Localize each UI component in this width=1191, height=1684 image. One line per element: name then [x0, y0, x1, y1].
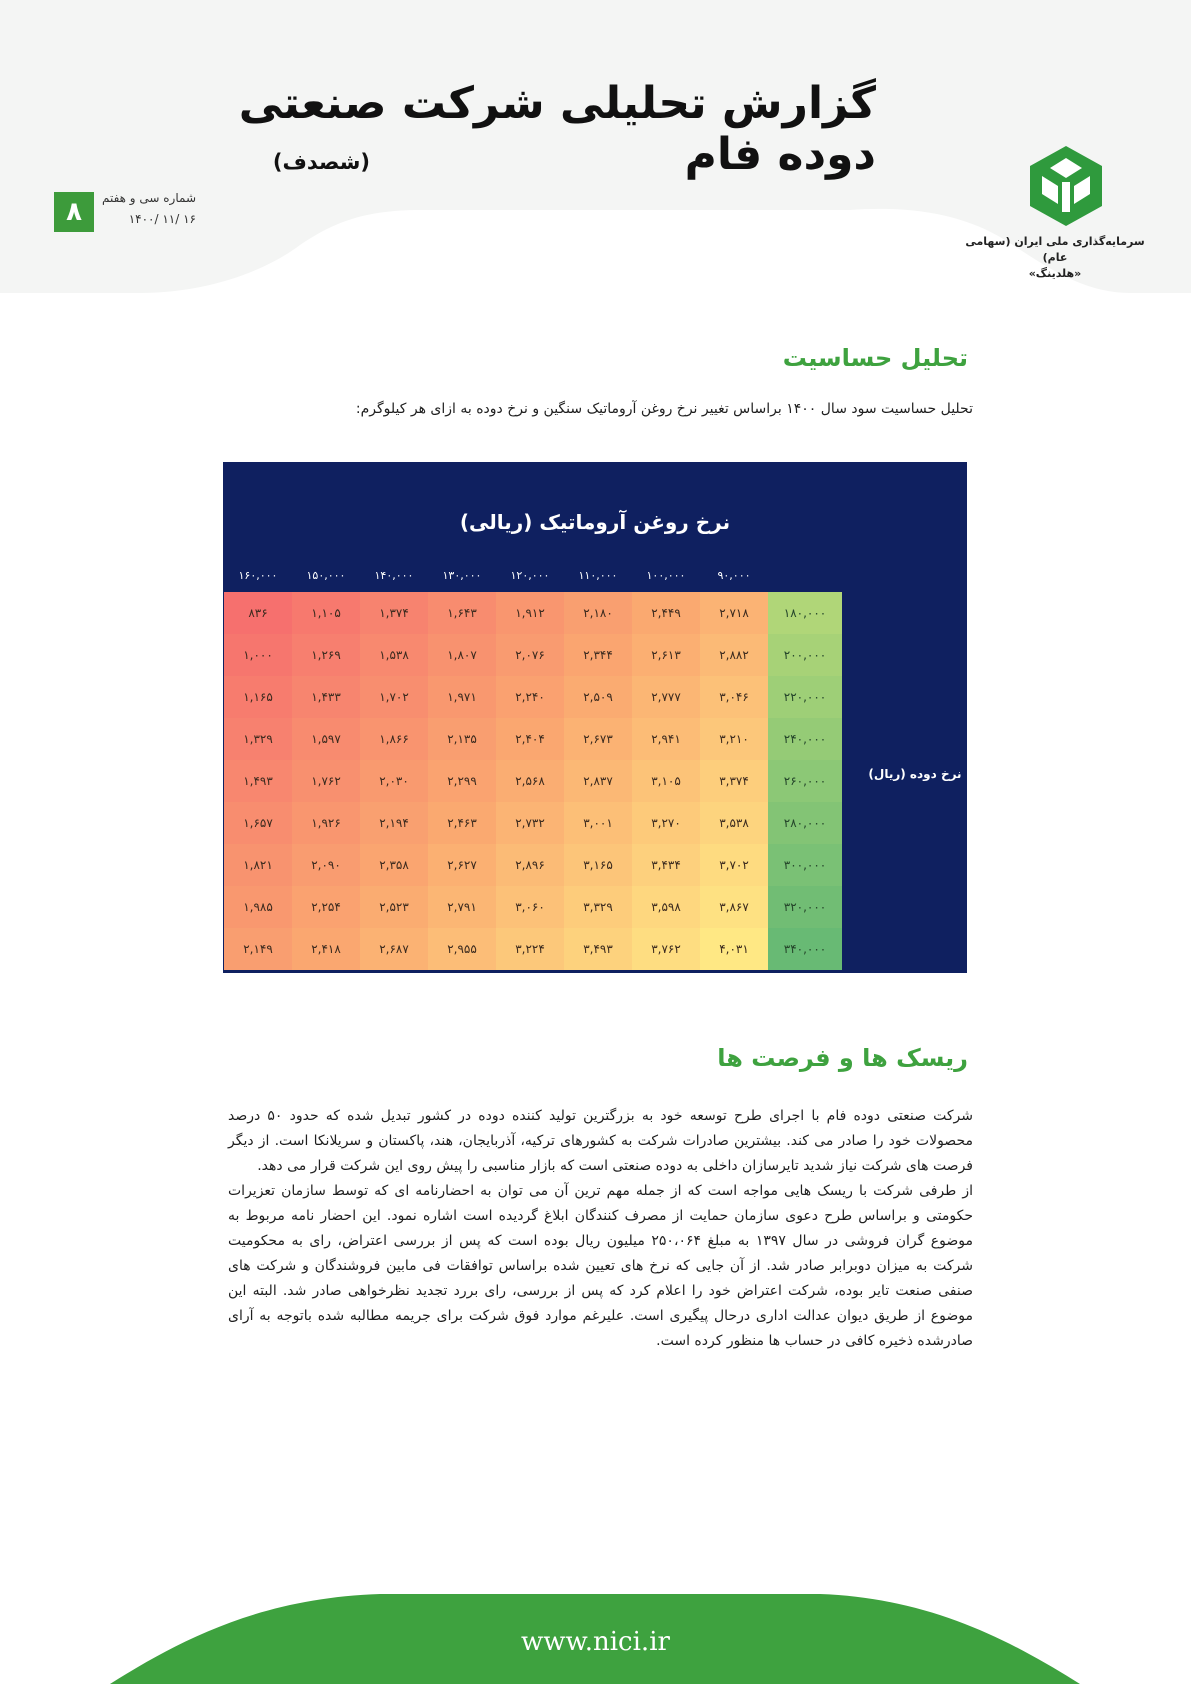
table-cell: ۲,۸۹۶ — [496, 844, 564, 886]
table-cell: ۲,۵۰۹ — [564, 676, 632, 718]
row-header: ۲۶۰,۰۰۰ — [768, 760, 842, 802]
table-cell: ۲,۷۷۷ — [632, 676, 700, 718]
column-header: ۱۲۰,۰۰۰ — [510, 569, 550, 582]
table-cell: ۲,۱۹۴ — [360, 802, 428, 844]
table-cell: ۳,۲۲۴ — [496, 928, 564, 970]
issue-date: ۱۴۰۰/ ۱۱/ ۱۶ — [128, 212, 196, 226]
table-cell: ۳,۰۴۶ — [700, 676, 768, 718]
column-header: ۱۰۰,۰۰۰ — [646, 569, 686, 582]
table-cell: ۱,۸۲۱ — [224, 844, 292, 886]
row-header: ۲۴۰,۰۰۰ — [768, 718, 842, 760]
table-cell: ۱,۹۷۱ — [428, 676, 496, 718]
table-title: نرخ روغن آروماتیک (ریالی) — [459, 510, 731, 534]
table-cell: ۲,۷۹۱ — [428, 886, 496, 928]
table-cell: ۱,۵۳۸ — [360, 634, 428, 676]
table-cell: ۱,۰۰۰ — [224, 634, 292, 676]
table-cell: ۲,۲۵۴ — [292, 886, 360, 928]
table-cell: ۲,۴۶۳ — [428, 802, 496, 844]
table-cell: ۲,۳۴۴ — [564, 634, 632, 676]
footer-website[interactable]: www.nici.ir — [521, 1627, 670, 1657]
risks-body — [228, 1104, 973, 1354]
table-cell: ۳,۵۹۸ — [632, 886, 700, 928]
table-cell: ۳,۴۳۴ — [632, 844, 700, 886]
table-cell: ۳,۲۷۰ — [632, 802, 700, 844]
table-cell: ۱,۹۱۲ — [496, 592, 564, 634]
table-cell: ۲,۸۳۷ — [564, 760, 632, 802]
sensitivity-intro: تحلیل حساسیت سود سال ۱۴۰۰ براساس تغییر نرخ روغن آروماتیک سنگین و نرخ دوده به ازای هر کیلوگرم: — [355, 401, 973, 417]
table-cell: ۳,۱۶۵ — [564, 844, 632, 886]
table-cell: ۳,۳۷۴ — [700, 760, 768, 802]
table-cell: ۲,۲۹۹ — [428, 760, 496, 802]
table-cell: ۱,۸۶۶ — [360, 718, 428, 760]
sensitivity-table — [223, 462, 967, 973]
organization-name — [960, 234, 1150, 282]
row-header: ۱۸۰,۰۰۰ — [768, 592, 842, 634]
table-cell: ۱,۹۸۵ — [224, 886, 292, 928]
table-cell: ۲,۹۴۱ — [632, 718, 700, 760]
table-cell: ۲,۲۴۰ — [496, 676, 564, 718]
sensitivity-section-title: تحلیل حساسیت — [782, 344, 968, 372]
row-header: ۲۰۰,۰۰۰ — [768, 634, 842, 676]
table-cell: ۲,۷۳۲ — [496, 802, 564, 844]
nici-logo-icon — [1028, 146, 1104, 226]
table-cell: ۲,۴۰۴ — [496, 718, 564, 760]
report-subtitle: (شصدف) — [272, 150, 370, 174]
report-title: گزارش تحلیلی شرکت صنعتی دوده فام — [238, 78, 876, 180]
table-cell: ۲,۱۴۹ — [224, 928, 292, 970]
table-cell: ۱,۱۶۵ — [224, 676, 292, 718]
table-cell: ۱,۶۵۷ — [224, 802, 292, 844]
row-header: ۳۲۰,۰۰۰ — [768, 886, 842, 928]
column-header: ۱۶۰,۰۰۰ — [238, 569, 278, 582]
column-header: ۱۵۰,۰۰۰ — [306, 569, 346, 582]
table-cell: ۲,۶۱۳ — [632, 634, 700, 676]
row-header: ۲۲۰,۰۰۰ — [768, 676, 842, 718]
table-cell: ۲,۰۹۰ — [292, 844, 360, 886]
table-cell: ۲,۵۲۳ — [360, 886, 428, 928]
risks-section-title: ریسک ها و فرصت ها — [717, 1044, 968, 1072]
issue-label: شماره سی و هفتم — [101, 191, 196, 205]
table-cell: ۱,۷۶۲ — [292, 760, 360, 802]
organization-name-line2: «هلدینگ» — [1028, 267, 1082, 280]
table-cell: ۸۳۶ — [224, 592, 292, 634]
table-cell: ۲,۶۲۷ — [428, 844, 496, 886]
table-cell: ۲,۴۱۸ — [292, 928, 360, 970]
table-cell: ۱,۷۰۲ — [360, 676, 428, 718]
table-cell: ۲,۵۶۸ — [496, 760, 564, 802]
table-cell: ۲,۹۵۵ — [428, 928, 496, 970]
row-axis-label: نرخ دوده (ریال) — [868, 767, 962, 781]
risks-paragraph-1: شرکت صنعتی دوده فام با اجرای طرح توسعه خود به بزرگترین تولید کننده دوده در کشور تبدیل شده که حدود ۵۰ درصد محصولات خود را صادر می کند. بیشترین صادرات شرکت به کشورهای ترکیه، آذربایجان، هند، پاکستان و سریلانکا است. از دیگر فرصت های شرکت نیاز شدید تایرسازان داخلی به دوده صنعتی است که بازار مناسبی را پیش روی این شرکت قرار می دهد. — [228, 1108, 973, 1174]
table-cell: ۲,۷۱۸ — [700, 592, 768, 634]
table-cell: ۳,۵۳۸ — [700, 802, 768, 844]
table-cell: ۱,۴۹۳ — [224, 760, 292, 802]
table-cell: ۳,۸۶۷ — [700, 886, 768, 928]
table-cell: ۲,۴۴۹ — [632, 592, 700, 634]
column-header: ۱۴۰,۰۰۰ — [374, 569, 414, 582]
table-cell: ۱,۴۳۳ — [292, 676, 360, 718]
column-header: ۹۰,۰۰۰ — [717, 569, 751, 582]
row-header: ۳۰۰,۰۰۰ — [768, 844, 842, 886]
table-cell: ۱,۹۲۶ — [292, 802, 360, 844]
table-cell: ۳,۰۰۱ — [564, 802, 632, 844]
table-cell: ۱,۱۰۵ — [292, 592, 360, 634]
table-cell: ۲,۶۸۷ — [360, 928, 428, 970]
table-cell: ۲,۳۵۸ — [360, 844, 428, 886]
row-header: ۲۸۰,۰۰۰ — [768, 802, 842, 844]
row-header: ۳۴۰,۰۰۰ — [768, 928, 842, 970]
issue-number-badge: ۸ — [54, 192, 94, 232]
table-cell: ۳,۲۱۰ — [700, 718, 768, 760]
table-cell: ۲,۱۸۰ — [564, 592, 632, 634]
column-header: ۱۳۰,۰۰۰ — [442, 569, 482, 582]
table-cell: ۱,۲۶۹ — [292, 634, 360, 676]
table-cell: ۲,۰۷۶ — [496, 634, 564, 676]
table-cell: ۳,۴۹۳ — [564, 928, 632, 970]
table-cell: ۱,۵۹۷ — [292, 718, 360, 760]
column-header: ۱۱۰,۰۰۰ — [578, 569, 618, 582]
table-cell: ۳,۳۲۹ — [564, 886, 632, 928]
table-cell: ۲,۸۸۲ — [700, 634, 768, 676]
table-cell: ۳,۷۶۲ — [632, 928, 700, 970]
table-cell: ۲,۰۳۰ — [360, 760, 428, 802]
table-cell: ۲,۱۳۵ — [428, 718, 496, 760]
table-cell: ۳,۱۰۵ — [632, 760, 700, 802]
table-cell: ۳,۰۶۰ — [496, 886, 564, 928]
table-cell: ۱,۳۲۹ — [224, 718, 292, 760]
organization-name-line1: سرمایه‌گذاری ملی ایران (سهامی عام) — [965, 235, 1145, 264]
table-cell: ۳,۷۰۲ — [700, 844, 768, 886]
table-cell: ۱,۳۷۴ — [360, 592, 428, 634]
table-cell: ۱,۸۰۷ — [428, 634, 496, 676]
table-cell: ۴,۰۳۱ — [700, 928, 768, 970]
risks-paragraph-2: از طرفی شرکت با ریسک هایی مواجه است که از جمله مهم ترین آن می توان به احضارنامه ای که توسط سازمان تعزیرات حکومتی و براساس طرح دعوی سازمان حمایت از مصرف کنندگان ابلاغ گردیده است اشاره نمود. این احضار نامه مربوط به موضوع گران فروشی در سال ۱۳۹۷ به مبلغ ۲۵۰،۰۶۴ میلیون ریال بوده است که پس از بررسی اعتراض، رای به محکومیت شرکت به میزان دوبرابر صادر شد. از آن جایی که نرخ های تعیین شده براساس توافقات فی مابین فروشندگان و شرکت های صنفی صنعت تایر بوده، شرکت اعتراض خود را اعلام کرد که پس از بررسی، رای بررد تجدید نظرخواهی صادر شد. البته این موضوع از طریق دیوان عدالت اداری درحال پیگیری است. علیرغم موارد فوق شرکت برای جریمه مطالبه شده باتوجه به آرای صادرشده ذخیره کافی در حساب ها منظور کرده است. — [228, 1183, 974, 1349]
table-cell: ۱,۶۴۳ — [428, 592, 496, 634]
table-cell: ۲,۶۷۳ — [564, 718, 632, 760]
